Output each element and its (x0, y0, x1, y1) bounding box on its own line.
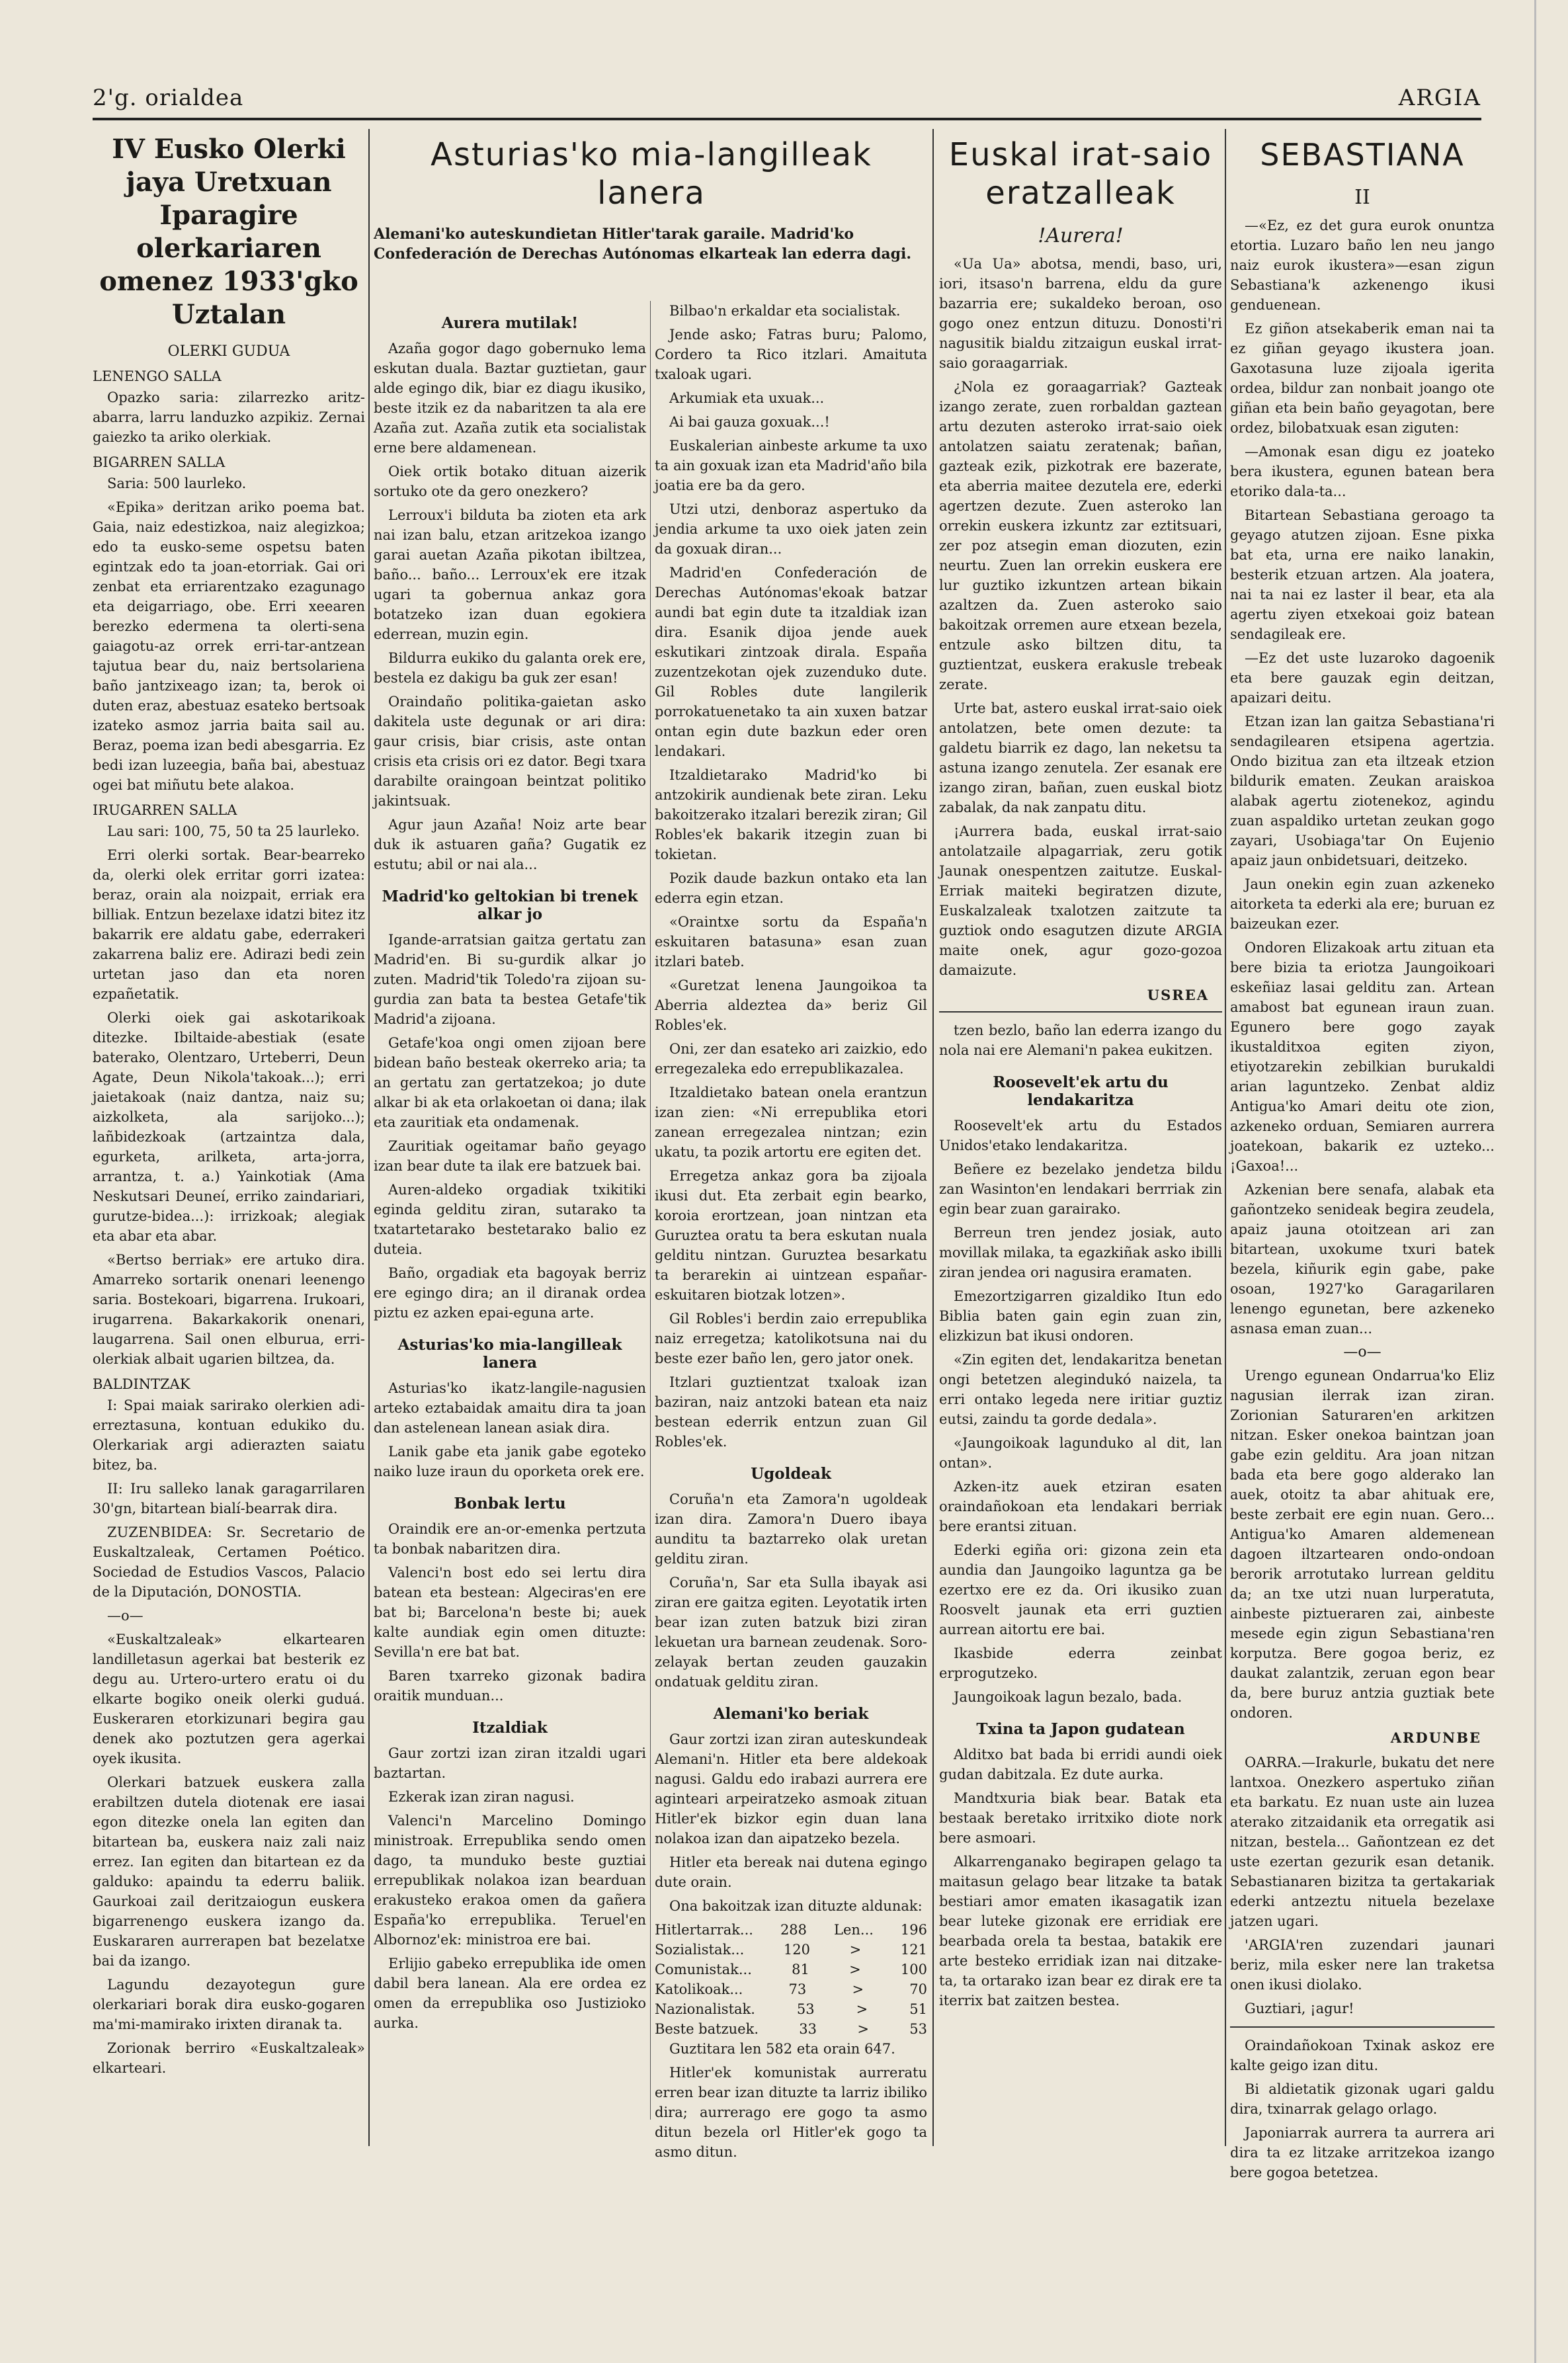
paragraph: Euskalerian ainbeste arkume ta uxo ta ain goxuak izan eta Madrid'año bila joatia ere ba da gero. (655, 438, 927, 493)
paragraph: —Ez det uste luzaroko dagoenik eta bere gauzak egin deitzan, apaizari deitu. (1230, 650, 1495, 706)
section-title: OLERKI GUDUA (167, 343, 290, 360)
table-cell: 53 (909, 2021, 927, 2037)
paragraph: Zorionak berriro «Euskaltzaleak» elkarteari. (93, 2040, 365, 2076)
paragraph: Guztitara len 582 eta orain 647. (669, 2041, 895, 2057)
news-heading: Bonbak lertu (454, 1495, 566, 1513)
article-body (1230, 216, 1495, 1339)
paragraph: Utzi utzi, denboraz aspertuko da jendia arkume ta uxo oiek jaten zein da goxuak diran... (655, 501, 927, 557)
paragraph: Arkumiak eta uxuak... (669, 390, 825, 406)
paragraph: Bitartean Sebastiana geroago ta geyago atutzen zijoan. Esne pixka bat eta, urna ere naiko lanakin, besterik etzuan artzen. Ala joatera, nai ta nai ez laster il bear, eta ala agertu ziyen etxekoai goiz batean sendagileak ere. (1230, 507, 1495, 642)
election-table (655, 1920, 927, 2039)
paragraph: Guztiari, ¡agur! (1245, 2001, 1354, 2016)
table-cell: 53 (796, 2001, 815, 2017)
author-signature: ARDUNBE (1390, 1729, 1481, 1746)
paragraph: Urte bat, astero euskal irrat-saio oiek antolatzen, bete omen dezute: ta galdetu biarrik ez dago, lan neketsu ta astuna izango zenutela. Zer esanak ere izango ziran, bañan, zuen euskal biotz zabalak, da nak zanpatu ditu. (939, 700, 1222, 815)
paragraph: Lagundu dezayotegun gure olerkariari borak dira eusko-gogaren ma'mi-mamirako irixten diranak ta. (93, 1977, 365, 2032)
paragraph: Getafe'koa ongi omen zijoan bere bidean baño besteak okerreko aria; ta an gertatu zan gertatzekoa; jo dute alkar bi ak eta orlakoetan oi dana; ilak eta zauritiak eta ondamenak. (374, 1035, 646, 1130)
paragraph: Ikasbide ederra zeinbat erprogutzeko. (939, 1645, 1222, 1681)
header-rule (93, 118, 1481, 120)
table-cell: 73 (788, 1981, 807, 1997)
paragraph: Agur jaun Azaña! Noiz arte bear duk ik astuaren gaña? Gugatik ez estutu; abil or nai ala... (374, 817, 646, 872)
paragraph: tzen bezlo, baño lan ederra izango du nola nai ere Alemani'n pakea eukitzen. (939, 1022, 1222, 1058)
paragraph: Jaun onekin egin zuan azkeneko aitorketa ta ederki ala ere; buruan ez baizeukan ezer. (1230, 876, 1495, 932)
separator: —o— (1343, 1344, 1382, 1360)
table-cell: 121 (900, 1942, 927, 1958)
paragraph: Itzaldietako batean onela erantzun izan zien: «Ni errepublika etori zanean erregezalea nintzan; ezin ukatu, ta pozik artortu ere egiten det. (655, 1085, 927, 1160)
section-heading: IRUGARREN SALLA (93, 802, 237, 818)
article-irrat-saio (939, 129, 1222, 2166)
paragraph: —«Ez, ez det gura eurok onuntza etortia. Luzaro baño len neu jango naiz eurok ikustera»—esan zigun Sebastiana'k azkenengo ikusi genduenean. (1230, 218, 1495, 313)
paragraph: 'ARGIA'ren zuzendari jaunari beriz, mila esker nere lan traketsa onen ikusi diolako. (1230, 1937, 1495, 1993)
news-heading: Asturias'ko mia-langilleak lanera (397, 1336, 622, 1372)
paragraph: Erregetza ankaz gora ba zijoala ikusi dut. Eta zerbait egin bearko, koroia erortzean, joan nintzan eta Guruztea oratu ta bera eskutan nuala gelditu nintzan. Guruztea besarkatu ta berarekin ai uintzean españar-eskuitaren biotzak lotzen». (655, 1168, 927, 1303)
news-body (374, 339, 646, 874)
paragraph: Azkenian bere senafa, alabak eta gañontzeko senideak begira zeudela, apaiz jauna otoitzean ari zan bitartean, uxokume txuri batek bezela, kiñurik egin gabe, pake osoan, 1927'ko Garagarilaren lenengo egunetan, bere azkeneko asnasa eman zuan... (1230, 1182, 1495, 1337)
paragraph: Erlijio gabeko errepublika ide omen dabil bera lanean. Ala ere ordea ez omen da errepublika oso Justizioko aurka. (374, 1956, 646, 2031)
article-body (939, 254, 1222, 980)
article-title: Asturias'ko mia-langilleak lanera (431, 136, 872, 212)
paragraph: Hitler eta bereak nai dutena egingo dute orain. (655, 1854, 927, 1890)
table-row (655, 2019, 927, 2039)
page-number: 2'g. orialdea (93, 85, 244, 111)
news-column-right (655, 301, 927, 2166)
news-heading: Madrid'ko geltokian bi trenek alkar jo (382, 888, 638, 923)
paragraph: Lerroux'i bilduta ba zioten eta ark nai izan balu, etzan aritzekoa izango garai auetan Azaña pikotan ibiltzea, baño... baño... Lerroux'ek ere itzak ugari ta gobernua ankaz gora botatzeko izan duan egokiera ederrean, muzin egin. (374, 507, 646, 642)
paragraph: «Oraintxe sortu da España'n eskuitaren batasuna» esan zuan itzlari bateb. (655, 914, 927, 970)
article-sebastiana (1230, 129, 1495, 2180)
table-cell: Sozialistak... (655, 1942, 745, 1958)
paragraph: Emezortzigarren gizaldiko Itun edo Biblia baten gain egin zuan zin, elizkizun bat ikusi ondoren. (939, 1288, 1222, 1344)
news-body (655, 301, 927, 1452)
column-rule (1225, 129, 1226, 2146)
paragraph: Ederki egiña ori: gizona zein eta aundia dan Jaungoiko laguntza ga be ezertxo ere ez da. Ori ikusiko zuan Roosvelt jaunak eta erri guztien aurrean aitortu ere bai. (939, 1542, 1222, 1638)
table-cell: Nazionalistak. (655, 2001, 755, 2017)
news-body (374, 1743, 646, 2033)
paragraph: Ondoren Elizakoak artu zituan eta bere bizia ta eriotza Jaungoikoari eskeñiaz lasai gelditu zan. Artean amabost bat egunean iraun zuan. Egunero bere gogo zayak ikustalditxoa egiten ziyon, etiyotzarekin zebilkian burukaldi arian laguntzeko. Zenbat aldiz Antigua'ko Amari deitu ote zion, azkeneko orduan, Semiaren aurrera joatekoan, bakarik ez uzteko... ¡Gaxoa!... (1230, 940, 1495, 1174)
article-title: Euskal irat-saio eratzalleak (948, 136, 1213, 212)
news-column-left (374, 301, 646, 2037)
paragraph: Bilbao'n erkaldar eta socialistak. (669, 303, 901, 319)
paragraph: Jaungoikoak lagun bezalo, bada. (954, 1689, 1182, 1705)
paragraph: Berreun tren jendez josiak, auto movillak milaka, ta egazkiñak asko ibilli ziran jendea ori nagusira eramaten. (939, 1225, 1222, 1280)
article-lead: Alemani'ko auteskundietan Hitler'tarak garaile. Madrid'ko Confederación de Derechas Autónomas elkarteak lan ederra dagi. (374, 226, 912, 263)
paragraph: «Ua Ua» abotsa, mendi, baso, uri, iori, itsaso'n barrena, eldu da gure bazarria ere; sukaldeko beroan, oso gogo onez entzun dituzu. Donosti'ri nagusitik bialdu zitzaigun euskal irrat-saio goraagarriak. (939, 256, 1222, 371)
section-heading: BALDINTZAK (93, 1376, 190, 1392)
paragraph: Itzaldietarako Madrid'ko bi antzokirik aundienak bete ziran. Leku bakoitzerako itzalari berezik ziran; Gil Robles'ek bakarik itzegin zuan bi tokietan. (655, 767, 927, 862)
paragraph: Oiek ortik botako dituan aizerik sortuko ote da gero onezkero? (374, 464, 646, 499)
paragraph: Ez giñon atsekaberik eman nai ta ez giñan geyago ikustera joan. Gaxotasuna luze zijoala igerita ordea, bildur zan nonbait joango ote giñan eta bein baño geyagotan, bere ordez, bilobatxuak esan ziguten: (1230, 321, 1495, 436)
paragraph: «Bertso berriak» ere artuko dira. Amarreko sortarik onenari leenengo saria. Bostekoari, bigarrena. Irukoari, irugarrena. Bakarkakorik onenari, laugarrena. Sail onen elburua, erri-olerkiak albait ugarien biltzea, da. (93, 1252, 365, 1367)
section-heading: LENENGO SALLA (93, 368, 222, 384)
table-row (655, 1940, 927, 1960)
paragraph: Valenci'n Marcelino Domingo ministroak. Errepublika sendo omen dago, ta munduko beste guztiai errepublikak nolakoa izan bearduan erakusteko erakoa omen da gañera España'ko errepublika. Teruel'en Albornoz'ek: ministroa ere bai. (374, 1813, 646, 1948)
paragraph: Itzlari guztientzat txaloak izan baziran, naiz antzoki batean eta naiz bestean ederrik entzun zuan Gil Robles'ek. (655, 1374, 927, 1450)
table-cell: Len... (834, 1922, 874, 1938)
article-olerki-jaya (93, 129, 365, 2166)
table-cell: Beste batzuek. (655, 2021, 759, 2037)
paragraph: «Epika» deritzan ariko poema bat. Gaia, naiz edestizkoa, naiz alegizkoa; edo ta eusko-seme ospetsu baten egintzak edo ta joan-etorriak. Gai ori zenbat eta erriarentzako ezagunago eta deigarriago, obe. Erri xeearen berezko edermena ta olerti-sena gaiagotu-az orrek erri-tar-antzean tajutua bear du, naiz bertsolariena baño jantzixeago izan; ta, berok oi duten eraz, abestuaz esateko bertsoak izateko asmoz jarria baita sail au. Beraz, poema izan bedi abesgarria. Ez bedi izan luzeegia, baña bai, abestuaz ogei bat miñutu bete alakoa. (93, 499, 365, 793)
article-body (93, 366, 365, 2078)
table-cell: 100 (900, 1962, 927, 1977)
paragraph: Olerkari batzuek euskera zalla erabiltzen dutela diotenak ere iasai egon ditezke onela lan egiten dan bitartean ba, euskera naiz zali naiz errez. Ian egiten dan bitartean ez da galduko: apaindu ta ederru baliik. Gaurkoai zail deritzaiogun euskera bigarrenengo euskera izango da. Euskararen aurrerapen bat bezelatxe bai da izango. (93, 1774, 365, 1969)
table-cell: Comunistak... (655, 1962, 752, 1977)
news-body (655, 1489, 927, 1692)
part-numeral: II (1354, 186, 1370, 209)
article-title: IV Eusko Olerki jaya Uretxuan Iparagire olerkariaren omenez 1933'gko Uztalan (99, 134, 358, 330)
paragraph: ZUZENBIDEA: Sr. Secretario de Euskaltzaleak, Certamen Poético. Sociedad de Estudios Vascos, Palacio de la Diputación, DONOSTIA. (93, 1524, 365, 1600)
paragraph: Mandtxuria biak bear. Batak eta bestaak beretako irritxiko diote nork bere asmoari. (939, 1790, 1222, 1846)
section-heading: BIGARREN SALLA (93, 454, 226, 470)
paragraph: Saria: 500 laurleko. (107, 476, 247, 491)
table-cell: 81 (792, 1962, 809, 1977)
paragraph: Coruña'n, Sar eta Sulla ibayak asi ziran ere gaitza egiten. Leyotatik irten bear izan zuten batzuk bizi ziran lekuetan ura barnean zeudenak. Soro-zelayak bertan zeuden gauzakin ondatuak gelditu ziran. (655, 1575, 927, 1690)
news-heading: Txina ta Japon gudatean (976, 1720, 1185, 1738)
news-heading: Itzaldiak (472, 1719, 548, 1737)
article-body (1230, 1753, 1495, 2018)
table-cell: 51 (909, 2001, 927, 2017)
masthead-name: ARGIA (1398, 85, 1481, 111)
author-signature: USREA (1147, 987, 1209, 1003)
paragraph: Coruña'n eta Zamora'n ugoldeak izan dira. Zamora'n Duero ibaya aunditu ta baztarreko olak uretan gelditu ziran. (655, 1491, 927, 1567)
article-body (1230, 2036, 1495, 2182)
paragraph: Bi aldietatik gizonak ugari galdu dira, txinarrak gelago orlago. (1230, 2081, 1495, 2117)
paragraph: Gil Robles'i berdin zaio errepublika naiz erregetza; katolikotsuna nai du beste ezer baño len, gero jator onek. (655, 1311, 927, 1366)
table-row (655, 1979, 927, 1999)
paragraph: Jende asko; Fatras buru; Palomo, Cordero ta Rico itzlari. Amaituta txaloak ugari. (655, 327, 927, 382)
article-body (939, 1745, 1222, 2011)
paragraph: Erri olerki sortak. Bear-bearreko da, olerki olek erritar gorri izatea: beraz, orain ala noizpait, erriak era billiak. Entzun bezelaxe idatzi bitez itz bakarrik ere aldatu gabe, ederrakeri zakarrena baliz ere. Adirazi bedi zein urtetan jaso dan eta noren ezpañetatik. (93, 847, 365, 1002)
paragraph: Gaur zortzi izan ziran auteskundeak Alemani'n. Hitler eta bere aldekoak nagusi. Galdu edo irabazi aurrera ere aginteari arpeiratzeko asmoak zituan Hitler'ek bizkor egin duan lana nolakoa izan dan aipatzeko bezela. (655, 1731, 927, 1846)
paragraph: ¿Nola ez goraagarriak? Gazteak izango zerate, zuen rorbaldan gaztean artu dezuten asteroko irrat-saio oiek antolatzen saiatu zeratenak; bañan, gazteak ezik, pizkotrak ere bazerate, eta aberria maitee dezutela ere, ederki agertzen dezute. Zuen asteroko lan orrekin euskera izkuntz zar eztitsuari, zer poz atsegin eman diozuten, ezin neurtu. Zuen lan orrekin euskera ere lur guztiko izkuntzen artean bikain azaltzen da. Zuen asteroko saio bakoitzak orremen aure etxean bezela, entzule asko biltzen ditu, ta guztientzat, euskera erakusle trebeak zerate. (939, 379, 1222, 692)
paragraph: «Guretzat lenena Jaungoikoa ta Aberria aldeztea da» beriz Gil Robles'ek. (655, 977, 927, 1033)
paragraph: Alditxo bat bada bi erridi aundi oiek gudan dabitzala. Ez dute aurka. (939, 1747, 1222, 1782)
table-row (655, 1960, 927, 1979)
article-body (939, 1020, 1222, 1060)
news-body (374, 930, 646, 1323)
table-cell: 33 (799, 2021, 817, 2037)
table-cell: > (856, 2001, 868, 2017)
paragraph: Madrid'en Confederación de Derechas Autónomas'ekoak batzar aundi bat egin dute ta itzaldiak izan dira. Esanik dijoa jende auek eskutikari zintzoak dirala. España zuzentzekotan ojek zuzenduko dute. Gil Robles dute langilerik porrokatuenetako ta ain xuxen batzar ontan egin dute bazkun eder oren lendakari. (655, 565, 927, 759)
table-cell: 196 (900, 1922, 927, 1938)
paragraph: Opazko saria: zilarrezko aritz-abarra, larru landuzko azpikiz. Zernai gaiezko ta ariko olerkiak. (93, 390, 365, 445)
paragraph: —Amonak esan digu ez joateko bera ikustera, egunen batean bera etoriko dala-ta... (1230, 444, 1495, 499)
table-cell: Katolikoak... (655, 1981, 743, 1997)
paragraph: Ezkerak izan ziran nagusi. (388, 1789, 575, 1805)
table-cell: Hitlertarrak... (655, 1922, 753, 1938)
paragraph: Azken-itz auek etziran esaten oraindañokoan eta lendakari berriak bere erantsi zituan. (939, 1479, 1222, 1534)
paragraph: Bildurra eukiko du galanta orek ere, bestela ez dakigu ba guk zer esan! (374, 650, 646, 686)
paragraph: ¡Aurrera bada, euskal irrat-saio antolatzaile alpagarriak, zeru gotik Jaunak onespentzen zaitutze. Euskal-Erriak maiteki begiratzen dizute, Euskalzaleak txalotzen zaitzute ta guztiok ondo esagutzen dizute ARGIA maite onek, agur gozo-gozoa damaizute. (939, 823, 1222, 978)
paragraph: —o— (107, 1608, 144, 1624)
paragraph: Pozik daude bazkun ontako eta lan ederra egin etzan. (655, 870, 927, 906)
section-rule (939, 1011, 1222, 1013)
news-body (655, 1729, 927, 1916)
paragraph: Gaur zortzi izan ziran itzaldi ugari baztartan. (374, 1745, 646, 1781)
paragraph: Baren txarreko gizonak badira oraitik munduan... (374, 1668, 646, 1704)
paragraph: Oraindañokoan Txinak askoz ere kalte geigo izan ditu. (1230, 2038, 1495, 2073)
table-cell: > (849, 1962, 861, 1977)
paragraph: Etzan izan lan gaitza Sebastiana'ri sendagilearen etsipena agertzia. Ondo bizitua zan eta iltzeak etzion bildurik ematen. Zeukan araiskoa alabak agertu ziotenekoz, agindu zuan aspaldiko urtetan zeukan gogo zayari, Usobiaga'tar On Eujenio apaiz jaun onbidetsuari, deitzeko. (1230, 714, 1495, 868)
news-heading: Roosevelt'ek artu du lendakaritza (993, 1073, 1169, 1109)
paragraph: Lanik gabe eta janik gabe egoteko naiko luze iraun du oporketa orek ere. (374, 1444, 646, 1479)
paragraph: Zauritiak ogeitamar baño geyago izan bear dute ta ilak ere batzuek bai. (374, 1138, 646, 1174)
paragraph: Oni, zer dan esateko ari zaizkio, edo erregezaleka edo errepublikazalea. (655, 1041, 927, 1077)
paragraph: «Zin egiten det, lendakaritza benetan ongi betetzen alegindukó naizela, ta erri ontako legeda nere iritiar guztiz eutsi, zaindu ta gorde dedala». (939, 1352, 1222, 1427)
paragraph: II: Iru salleko lanak garagarrilaren 30'gn, bitartean bialí-bearrak dira. (93, 1481, 365, 1516)
paragraph: Alkarrenganako begirapen gelago ta maitasun gelago bear litzake ta batak bestiari amor ematen ikasagatik izan bear luteke gizonak ere erridiak ere bearbada orela ta bestaa, batakik ere arte besteko erridiak izan nai ditzake-ta, ta ortarako izan bear ez dirak ere ta iterrix bat zaitzen bestea. (939, 1854, 1222, 2009)
paragraph: Oraindaño politika-gaietan asko dakitela uste degunak or ari dira: gaur crisis, biar crisis, aste ontan crisis eta crisis ori ez dator. Begi txara darabilte oraingoan beintzat politiko jakintsuak. (374, 694, 646, 809)
paragraph: Asturias'ko ikatz-langile-nagusien arteko eztabaidak amaitu dira ta joan dan astelenean lanean asiak dira. (374, 1380, 646, 1436)
paragraph: OARRA.—Irakurle, bukatu det nere lantxoa. Onezkero aspertuko ziñan eta barkatu. Ez nuan uste ain luzea aterako zitzaidanik eta orregatik asi nitzan, bestela... Gañontzean ez det uste ezertan gezurik esan detanik. Sebastianaren bizitza ta gertakariak ederki antzeztu nituela bezelaxe jatzen ugari. (1230, 1755, 1495, 1929)
paragraph: Olerki oiek gai askotarikoak ditezke. Ibiltaide-abestiak (esate baterako, Olentzaro, Urteberri, Deun Agate, Deun Nikola'takoak...); erri jaietakoak (naiz dantza, naiz su; aizkolketa, ala sarijoko...); lañbidezkoak (artzaintza dala, egurketa, arilketa, arta-jorra, arrantza, t. a.) Yainkotiak (Ama Neskutsari Deuneí, erriko zaindariari, gurutze-bidea...): irrizkoak; alegiak eta abar eta abar. (93, 1010, 365, 1244)
table-cell: > (857, 2021, 869, 2037)
news-body (374, 1378, 646, 1481)
page-edge (1534, 0, 1536, 2363)
paragraph: Auren-aldeko orgadiak txikitiki eginda gelditu ziran, sutarako ta txatartetarako bestetarako balio ez duteia. (374, 1182, 646, 1257)
paragraph: Japoniarrak aurrera ta aurrera ari dira ta ez litzake arritzekoa izango bere gogoa betetzea. (1230, 2125, 1495, 2180)
paragraph: Baño, orgadiak eta bagoyak berriz ere egingo dira; an il diranak ordea piztu ez azken epai-eguna arte. (374, 1265, 646, 1321)
paragraph: Valenci'n bost edo sei lertu dira batean eta bestean: Algeciras'en ere bat bi; Barcelona'n beste bi; auek kalte aundiak egin omen dituzte: Sevilla'n ere bat bat. (374, 1565, 646, 1660)
article-body (939, 1116, 1222, 1707)
paragraph: «Jaungoikoak lagunduko al dit, lan ontan». (939, 1435, 1222, 1471)
paragraph: Hitler'ek komunistak aurreratu erren bear izan dituzte ta larriz ibiliko dira; aurrerago ere gogo ta asmo ditun bezela orl Hitler'ek gogo ta asmo ditun. (655, 2065, 927, 2160)
article-title: SEBASTIANA (1260, 137, 1465, 173)
paragraph: Oraindik ere an-or-emenka pertzuta ta bonbak nabaritzen dira. (374, 1521, 646, 1557)
paragraph: Ona bakoitzak izan dituzte aldunak: (669, 1898, 923, 1914)
article-greeting: !Aurera! (1038, 224, 1124, 247)
column-rule (932, 129, 934, 2146)
news-heading: Alemani'ko beriak (713, 1705, 869, 1723)
news-columns (374, 301, 929, 2160)
paragraph: Igande-arratsian gaitza gertatu zan Madrid'en. Bi su-gurdik alkar jo zuten. Madrid'tik Toledo'ra zijoan su-gurdia zan bata ta bestea Getafe'tik Madrid'a zijoana. (374, 932, 646, 1027)
paragraph: Beñere ez bezelako jendetza bildu zan Wasinton'en lendakari berrriak zin egin bear zuan garairako. (939, 1161, 1222, 1217)
section-rule (1230, 2026, 1495, 2028)
table-cell: 70 (909, 1981, 927, 1997)
paragraph: Ai bai gauza goxuak...! (669, 414, 830, 430)
news-body (374, 1519, 646, 1706)
paragraph: I: Spai maiak sarirako olerkien adi-erreztasuna, kontuan edukiko du. Olerkariak argi adierazten saiatu bitez, ba. (93, 1397, 365, 1473)
column-rule (650, 301, 651, 2120)
paragraph: Azaña gogor dago gobernuko lema eskutan duala. Baztar guztietan, gaur alde egingo dik, biar ez diagu ikusiko, beste itzik ez da nabaritzen ta ala ere Azaña zut. Azaña zutik eta socialistak erne bere aldamenean. (374, 341, 646, 456)
paragraph: «Euskaltzaleak» elkartearen landilletasun agerkai bat besterik ez degu au. Urtero-urtero eratu oi du elkarte bogiko oneik olerki guduá. Euskeraren etorkizunari begira gau denek ako poztutzen gera agerkai oyek ikusita. (93, 1632, 365, 1766)
table-row (655, 1920, 927, 1940)
table-row (655, 1999, 927, 2019)
news-body (655, 2039, 927, 2162)
column-rule (368, 129, 370, 2146)
paragraph: Lau sari: 100, 75, 50 ta 25 laurleko. (107, 823, 360, 839)
news-heading: Ugoldeak (751, 1465, 831, 1483)
table-cell: > (849, 1942, 862, 1958)
paragraph: Urengo egunean Ondarrua'ko Eliz nagusian ilerrak izan ziran. Zorionian Saturaren'en arkitzen nitzan. Esker onekoa baintzan joan gabe ezin gelditu. Ara joan nitzan bada eta bere gogo alderako lan auek, otoitz ta abar ahituak ere, beste zerbait ere egin nuan. Gero... Antigua'ko Amaren aldemenean dagoen iltzartearen ondo-ondoan berorik arrotutako lurrean gelditu da; an txe utzi nuan lurperatuta, ainbeste piztueraren zai, ainbeste mesede egin zigun Sebastiana'ren korputza. Bere gogoa beriz, ez daukat zalantzik, zeruan egon bear da, bere buruz antzia guztiak bete ondoren. (1230, 1368, 1495, 1721)
article-body (1230, 1366, 1495, 1723)
table-cell: 120 (783, 1942, 810, 1958)
table-cell: 288 (780, 1922, 807, 1938)
page-header (93, 79, 1481, 119)
table-cell: > (852, 1981, 864, 1997)
news-heading: Aurera mutilak! (441, 314, 579, 332)
paragraph: Roosevelt'ek artu du Estados Unidos'etako lendakaritza. (939, 1118, 1222, 1153)
